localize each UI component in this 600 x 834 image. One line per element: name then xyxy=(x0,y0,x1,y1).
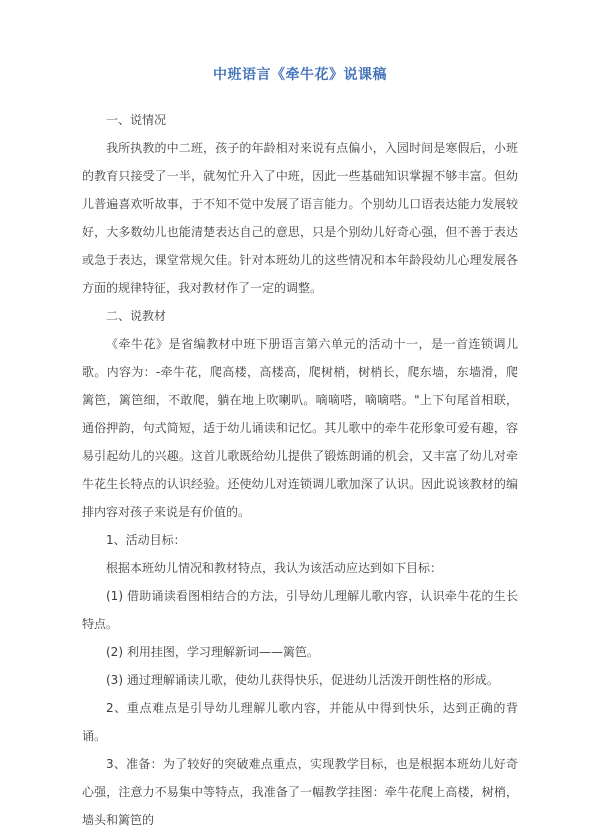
document-title: 中班语言《牵牛花》说课稿 xyxy=(213,67,387,83)
document-body xyxy=(82,106,518,834)
paragraph: 《牵牛花》是省编教材中班下册语言第六单元的活动十一，是一首连锁调儿歌。内容为：-牵牛花，爬高楼，高楼高，爬树梢，树梢长，爬东墙，东墙滑，爬篱笆，篱笆细，不敢爬，躺在地上吹喇叭。嘀嘀嗒，嘀嘀嗒。"上下句尾首相联，通俗押韵，句式简短，适于幼儿诵读和记忆。其儿歌中的牵牛花形象可爱有趣，容易引起幼儿的兴趣。这首儿歌既给幼儿提供了锻炼朗诵的机会，又丰富了幼儿对牵牛花生长特点的认识经验。还使幼儿对连锁调儿歌加深了认识。因此说该教材的编排内容对孩子来说是有价值的。 xyxy=(82,337,518,519)
paragraph: 我所执教的中二班，孩子的年龄相对来说有点偏小，入园时间是寒假后，小班的教育只接受了一半，就匆忙升入了中班，因此一些基础知识掌握不够丰富。但幼儿普遍喜欢听故事，于不知不觉中发展了语言能力。个别幼儿口语表达能力发展较好，大多数幼儿也能清楚表达自己的意思，只是个别幼儿好奇心强，但不善于表达或急于表达，课堂常规欠佳。针对本班幼儿的这些情况和本年龄段幼儿心理发展各方面的规律特征，我对教材作了一定的调整。 xyxy=(82,141,518,295)
paragraph: 一、说情况 xyxy=(106,113,167,127)
paragraph: 2、重点难点是引导幼儿理解儿歌内容，并能从中得到快乐，达到正确的背诵。 xyxy=(82,701,518,743)
paragraph: (3) 通过理解诵读儿歌，使幼儿获得快乐，促进幼儿活泼开朗性格的形成。 xyxy=(106,673,499,687)
paragraph: 3、准备：为了较好的突破难点重点，实现教学目标，也是根据本班幼儿好奇心强，注意力不易集中等特点，我准备了一幅教学挂图：牵牛花爬上高楼，树梢，墙头和篱笆的 xyxy=(82,757,518,827)
paragraph: (1) 借助诵读看图相结合的方法，引导幼儿理解儿歌内容，认识牵牛花的生长特点。 xyxy=(82,589,518,631)
paragraph: 根据本班幼儿情况和教材特点，我认为该活动应达到如下目标： xyxy=(106,561,443,575)
paragraph: 1、活动目标： xyxy=(106,533,186,547)
paragraph: (2) 利用挂图，学习理解新词——篱笆。 xyxy=(106,645,319,659)
paragraph: 二、说教材 xyxy=(106,309,167,323)
